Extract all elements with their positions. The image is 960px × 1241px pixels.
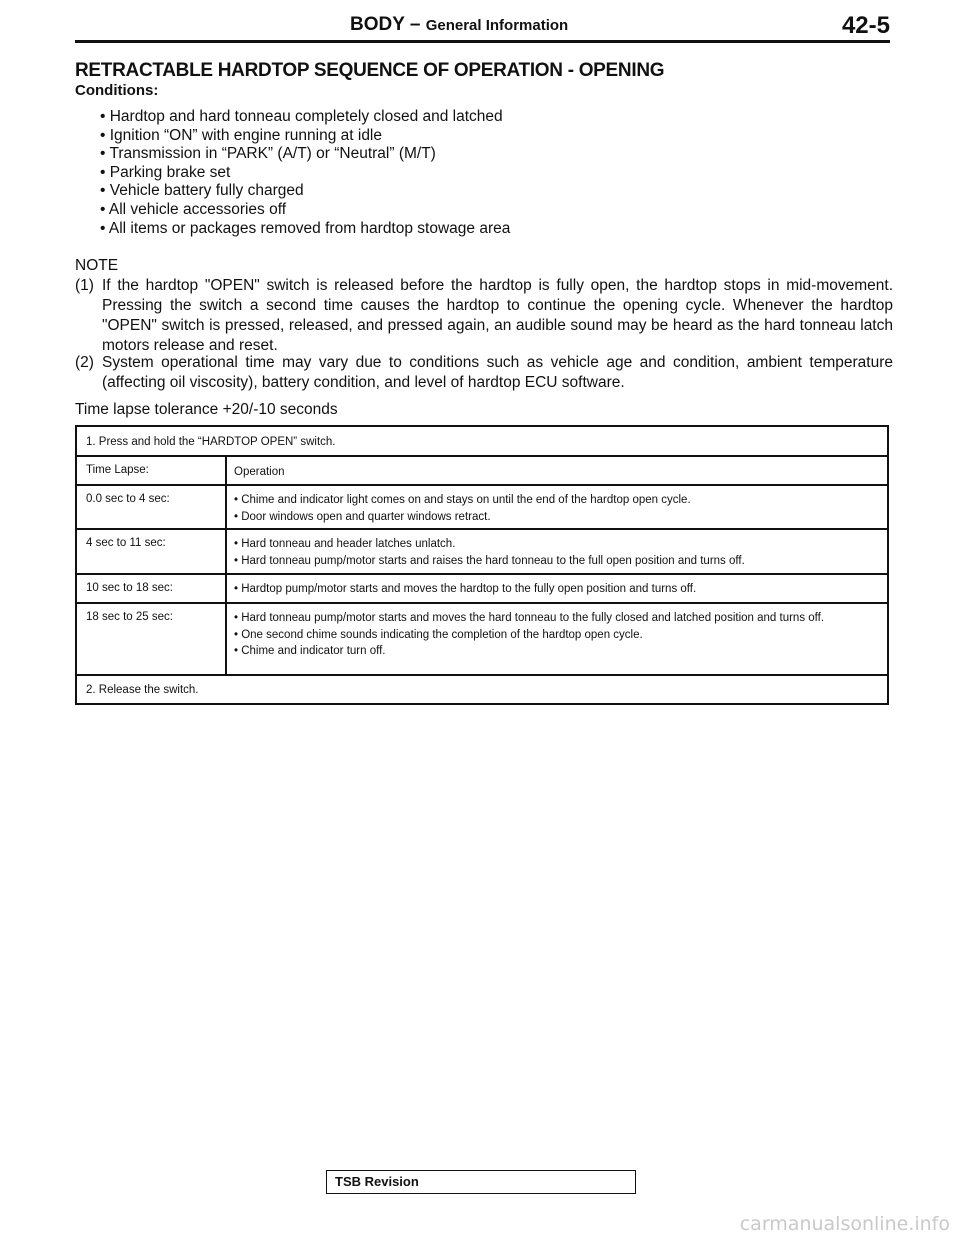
table-header-row	[77, 455, 887, 486]
note-text: If the hardtop "OPEN" switch is released before the hardtop is fully open, the hardtop stops in mid-movement. Pressing the switch a second time causes the hardtop to continue the opening cycle. Whenever the hardtop "OPEN" switch is pressed, released, and pressed again, an audible sound may be heard as the hard tonneau latch motors release and reset.	[102, 277, 893, 354]
table-row	[77, 602, 887, 676]
tolerance-text: Time lapse tolerance +20/-10 seconds	[75, 401, 338, 418]
operation-line: • Hard tonneau pump/motor starts and moves the hard tonneau to the fully closed and latched position and turns off.	[234, 612, 825, 624]
time-cell: 0.0 sec to 4 sec:	[86, 493, 170, 505]
page-title: RETRACTABLE HARDTOP SEQUENCE OF OPERATION - OPENING	[75, 60, 665, 81]
note-number: (2)	[75, 354, 94, 371]
page-number: 42-5	[841, 12, 890, 39]
procedure-table	[75, 425, 889, 705]
operation-cell	[234, 610, 877, 660]
note-text: System operational time may vary due to conditions such as vehicle age and condition, ambient temperature (affecting oil viscosity), battery condition, and level of hardtop ECU software.	[102, 354, 893, 391]
tsb-revision-label: TSB Revision	[335, 1174, 419, 1189]
operation-line: • One second chime sounds indicating the completion of the hardtop open cycle.	[234, 628, 643, 641]
note-number: (1)	[75, 277, 94, 294]
condition-item: • Ignition “ON” with engine running at idle	[100, 126, 382, 144]
time-cell: 4 sec to 11 sec:	[86, 537, 166, 549]
conditions-list	[100, 108, 510, 238]
table-row	[77, 528, 887, 575]
header-subsection: General Information	[425, 17, 569, 34]
conditions-heading: Conditions:	[75, 82, 159, 99]
operation-cell	[234, 536, 877, 569]
column-header-time: Time Lapse:	[86, 464, 149, 476]
condition-item: • Vehicle battery fully charged	[100, 182, 304, 200]
operation-line: • Hardtop pump/motor starts and moves the hardtop to the fully open position and turns off.	[234, 583, 697, 595]
procedure-step-row	[77, 427, 887, 457]
operation-line: • Chime and indicator turn off.	[234, 645, 386, 657]
watermark: carmanualsonline.info	[739, 1213, 950, 1235]
note-heading: NOTE	[75, 257, 119, 274]
tsb-revision-box	[326, 1170, 636, 1194]
note-item-2	[75, 353, 893, 393]
column-divider	[225, 455, 227, 674]
page-header	[75, 10, 890, 43]
operation-cell	[234, 492, 877, 525]
time-cell: 18 sec to 25 sec:	[86, 611, 173, 623]
operation-line: • Hard tonneau pump/motor starts and raises the hard tonneau to the full open position and turns off.	[234, 554, 745, 567]
header-section: BODY –	[350, 14, 421, 35]
condition-item: • All items or packages removed from hardtop stowage area	[100, 219, 511, 237]
table-row	[77, 484, 887, 530]
procedure-step: 2. Release the switch.	[86, 684, 199, 696]
condition-item: • All vehicle accessories off	[100, 200, 287, 218]
operation-line: • Hard tonneau and header latches unlatch.	[234, 538, 456, 550]
procedure-step-row	[77, 674, 887, 705]
condition-item: • Hardtop and hard tonneau completely closed and latched	[100, 108, 503, 125]
header-title	[350, 14, 568, 36]
operation-cell	[234, 581, 877, 598]
note-item-1	[75, 276, 893, 356]
operation-line: • Chime and indicator light comes on and stays on until the end of the hardtop open cycle.	[234, 494, 691, 506]
condition-item: • Transmission in “PARK” (A/T) or “Neutral” (M/T)	[100, 145, 436, 163]
procedure-step: 1. Press and hold the “HARDTOP OPEN” switch.	[86, 436, 336, 448]
condition-item: • Parking brake set	[100, 163, 231, 181]
table-row	[77, 573, 887, 604]
column-header-operation: Operation	[234, 466, 285, 478]
operation-line: • Door windows open and quarter windows retract.	[234, 510, 491, 523]
time-cell: 10 sec to 18 sec:	[86, 582, 173, 594]
